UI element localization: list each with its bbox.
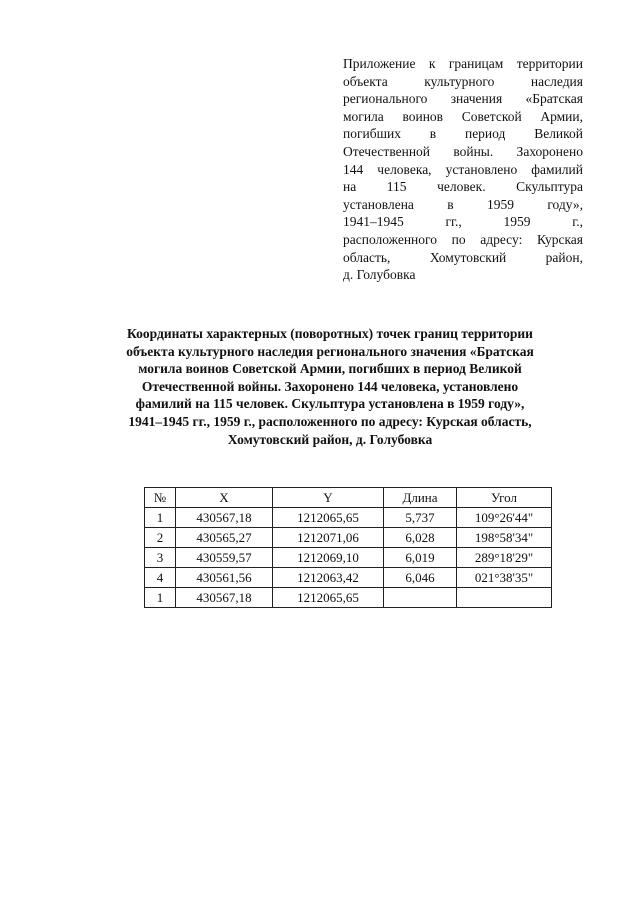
cell-x: 430559,57 — [176, 548, 273, 568]
cell-number: 1 — [145, 508, 176, 528]
column-header-y: Y — [273, 488, 384, 508]
cell-angle — [457, 588, 552, 608]
cell-angle: 109°26'44" — [457, 508, 552, 528]
heading-line: Отечественной войны. Захоронено 144 человека, установлено — [141, 378, 519, 394]
table-header-row — [145, 488, 552, 508]
cell-y: 1212069,10 — [273, 548, 384, 568]
heading-line: объекта культурного наследия регионального значения «Братская — [126, 343, 534, 359]
cell-y: 1212065,65 — [273, 508, 384, 528]
appendix-line: установлена в 1959 году», — [343, 196, 583, 212]
table-row — [145, 528, 552, 548]
cell-y: 1212065,65 — [273, 588, 384, 608]
column-header-length: Длина — [384, 488, 457, 508]
appendix-line: регионального значения «Братская — [343, 91, 583, 107]
table-row — [145, 568, 552, 588]
appendix-line: д. Голубовка — [343, 267, 416, 283]
cell-length: 6,028 — [384, 528, 457, 548]
heading-line: 1941–1945 гг., 1959 г., расположенного по адресу: Курская область, — [128, 413, 532, 429]
cell-number: 1 — [145, 588, 176, 608]
cell-x: 430567,18 — [176, 508, 273, 528]
heading-line: Координаты характерных (поворотных) точек границ территории — [127, 326, 533, 341]
cell-angle: 198°58'34" — [457, 528, 552, 548]
heading-line: фамилий на 115 человек. Скульптура установлена в 1959 году», — [135, 396, 525, 412]
table-row — [145, 588, 552, 608]
table-row — [145, 508, 552, 528]
cell-length — [384, 588, 457, 608]
cell-number: 4 — [145, 568, 176, 588]
document-heading — [95, 325, 565, 448]
cell-angle: 021°38'35" — [457, 568, 552, 588]
heading-line: Хомутовский район, д. Голубовка — [227, 431, 433, 447]
appendix-line: погибших в период Великой — [343, 126, 583, 142]
cell-number: 2 — [145, 528, 176, 548]
appendix-line: объекта культурного наследия — [343, 73, 583, 89]
cell-angle: 289°18'29" — [457, 548, 552, 568]
cell-x: 430565,27 — [176, 528, 273, 548]
coordinates-table — [144, 487, 552, 608]
column-header-number: № — [145, 488, 176, 508]
appendix-line: Приложение к границам территории — [343, 56, 583, 71]
table-row — [145, 548, 552, 568]
appendix-line: могила воинов Советской Армии, — [343, 108, 583, 124]
cell-y: 1212063,42 — [273, 568, 384, 588]
appendix-note — [343, 55, 583, 284]
heading-line: могила воинов Советской Армии, погибших в период Великой — [138, 361, 522, 377]
cell-length: 6,046 — [384, 568, 457, 588]
appendix-line: расположенного по адресу: Курская — [343, 231, 583, 247]
appendix-line: на 115 человек. Скульптура — [343, 179, 583, 195]
column-header-angle: Угол — [457, 488, 552, 508]
cell-x: 430567,18 — [176, 588, 273, 608]
cell-number: 3 — [145, 548, 176, 568]
appendix-line: 144 человека, установлено фамилий — [343, 161, 583, 177]
cell-length: 6,019 — [384, 548, 457, 568]
column-header-x: X — [176, 488, 273, 508]
cell-length: 5,737 — [384, 508, 457, 528]
appendix-line: 1941–1945 гг., 1959 г., — [343, 214, 583, 230]
appendix-line: Отечественной войны. Захоронено — [343, 143, 583, 159]
cell-y: 1212071,06 — [273, 528, 384, 548]
cell-x: 430561,56 — [176, 568, 273, 588]
appendix-line: область, Хомутовский район, — [343, 249, 583, 265]
